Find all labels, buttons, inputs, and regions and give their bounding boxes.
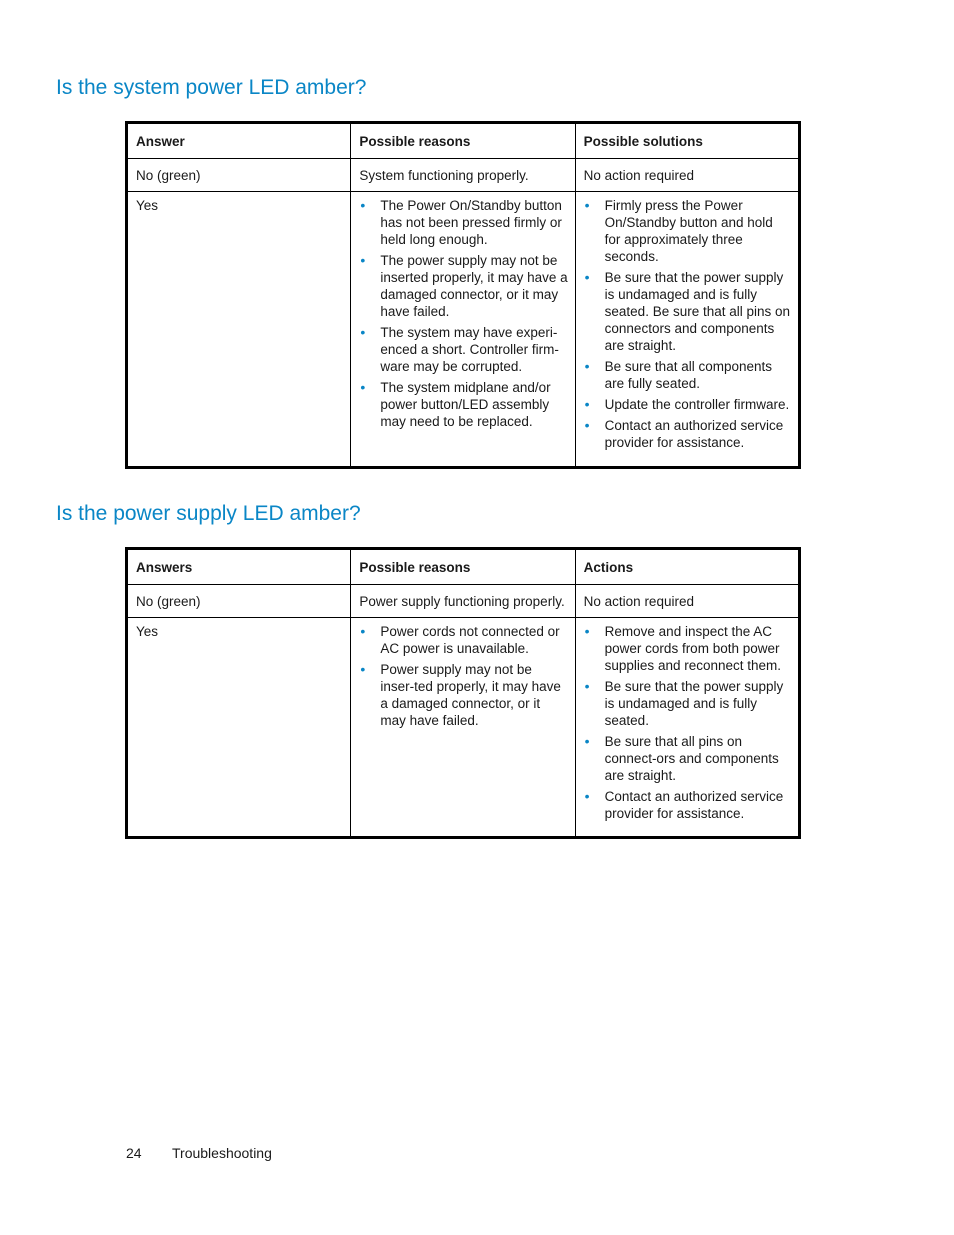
bullet-icon: •: [360, 623, 366, 639]
bullet-icon: •: [584, 396, 590, 412]
section-heading: Is the power supply LED amber?: [56, 502, 361, 525]
table-cell: Power supply functioning properly.: [351, 585, 575, 618]
table-cell: No (green): [127, 159, 351, 192]
table-header-row: [127, 549, 800, 585]
table-cell: No action required: [575, 585, 799, 618]
table-row: [127, 159, 800, 192]
solutions-cell: [575, 192, 799, 468]
reasons-list: [359, 623, 568, 729]
column-header: Possible solutions: [575, 123, 799, 159]
bullet-icon: •: [584, 269, 590, 285]
list-item-text: Power supply may not be inser-ted properly, it may have a damaged connector, or it may have failed.: [380, 662, 561, 728]
bullet-icon: •: [584, 733, 590, 749]
list-item: [584, 678, 792, 729]
table-cell: System functioning properly.: [351, 159, 575, 192]
list-item-text: The power supply may not be inserted properly, it may have a damaged connector, or it may have failed.: [380, 253, 568, 319]
bullet-icon: •: [360, 197, 366, 213]
list-item: [584, 623, 792, 674]
list-item: [359, 324, 568, 375]
table-header-row: [127, 123, 800, 159]
column-header: Answers: [127, 549, 351, 585]
section-heading: Is the system power LED amber?: [56, 76, 367, 99]
system-power-led-table: [125, 121, 801, 469]
bullet-icon: •: [360, 379, 366, 395]
list-item-text: Be sure that the power supply is undamaged and is fully seated.: [604, 679, 784, 728]
list-item: [359, 197, 568, 248]
list-item-text: The system may have experi-enced a short. Controller firm-ware may be corrupted.: [380, 325, 559, 374]
column-header: Answer: [127, 123, 351, 159]
list-item: [584, 417, 792, 451]
table-cell: No action required: [575, 159, 799, 192]
solutions-list: [584, 623, 792, 822]
solutions-list: [584, 197, 792, 451]
bullet-icon: •: [584, 417, 590, 433]
power-supply-led-table: [125, 547, 801, 839]
bullet-icon: •: [584, 678, 590, 694]
list-item-text: Contact an authorized service provider for assistance.: [604, 789, 784, 821]
bullet-icon: •: [360, 661, 366, 677]
page-number: 24: [126, 1145, 142, 1161]
table-row: [127, 192, 800, 468]
list-item-text: Be sure that all pins on connect-ors and components are straight.: [604, 734, 779, 783]
reasons-cell: [351, 618, 575, 838]
solutions-cell: [575, 618, 799, 838]
list-item-text: Power cords not connected or AC power is unavailable.: [380, 624, 560, 656]
bullet-icon: •: [584, 788, 590, 804]
list-item-text: The system midplane and/or power button/LED assembly may need to be replaced.: [380, 380, 551, 429]
table-cell: No (green): [127, 585, 351, 618]
table-row: [127, 585, 800, 618]
column-header: Possible reasons: [351, 549, 575, 585]
list-item-text: Update the controller firmware.: [604, 397, 790, 412]
table-cell: Yes: [127, 618, 351, 838]
bullet-icon: •: [360, 324, 366, 340]
bullet-icon: •: [360, 252, 366, 268]
table-row: [127, 618, 800, 838]
list-item: [584, 788, 792, 822]
column-header: Possible reasons: [351, 123, 575, 159]
list-item: [359, 379, 568, 430]
list-item-text: Firmly press the Power On/Standby button and hold for approximately three seconds.: [604, 198, 773, 264]
list-item: [359, 623, 568, 657]
list-item: [359, 661, 568, 729]
list-item-text: Remove and inspect the AC power cords from both power supplies and reconnect them.: [604, 624, 782, 673]
reasons-cell: [351, 192, 575, 468]
column-header: Actions: [575, 549, 799, 585]
list-item-text: Be sure that all components are fully seated.: [604, 359, 773, 391]
footer-title: Troubleshooting: [172, 1145, 272, 1161]
table-cell: Yes: [127, 192, 351, 468]
list-item-text: The Power On/Standby button has not been pressed firmly or held long enough.: [380, 198, 562, 247]
list-item-text: Contact an authorized service provider for assistance.: [604, 418, 784, 450]
list-item: [359, 252, 568, 320]
list-item: [584, 396, 792, 413]
bullet-icon: •: [584, 623, 590, 639]
list-item: [584, 358, 792, 392]
list-item: [584, 197, 792, 265]
list-item: [584, 269, 792, 354]
reasons-list: [359, 197, 568, 430]
bullet-icon: •: [584, 358, 590, 374]
list-item-text: Be sure that the power supply is undamaged and is fully seated. Be sure that all pins on connectors and components are straight.: [604, 270, 791, 353]
bullet-icon: •: [584, 197, 590, 213]
list-item: [584, 733, 792, 784]
